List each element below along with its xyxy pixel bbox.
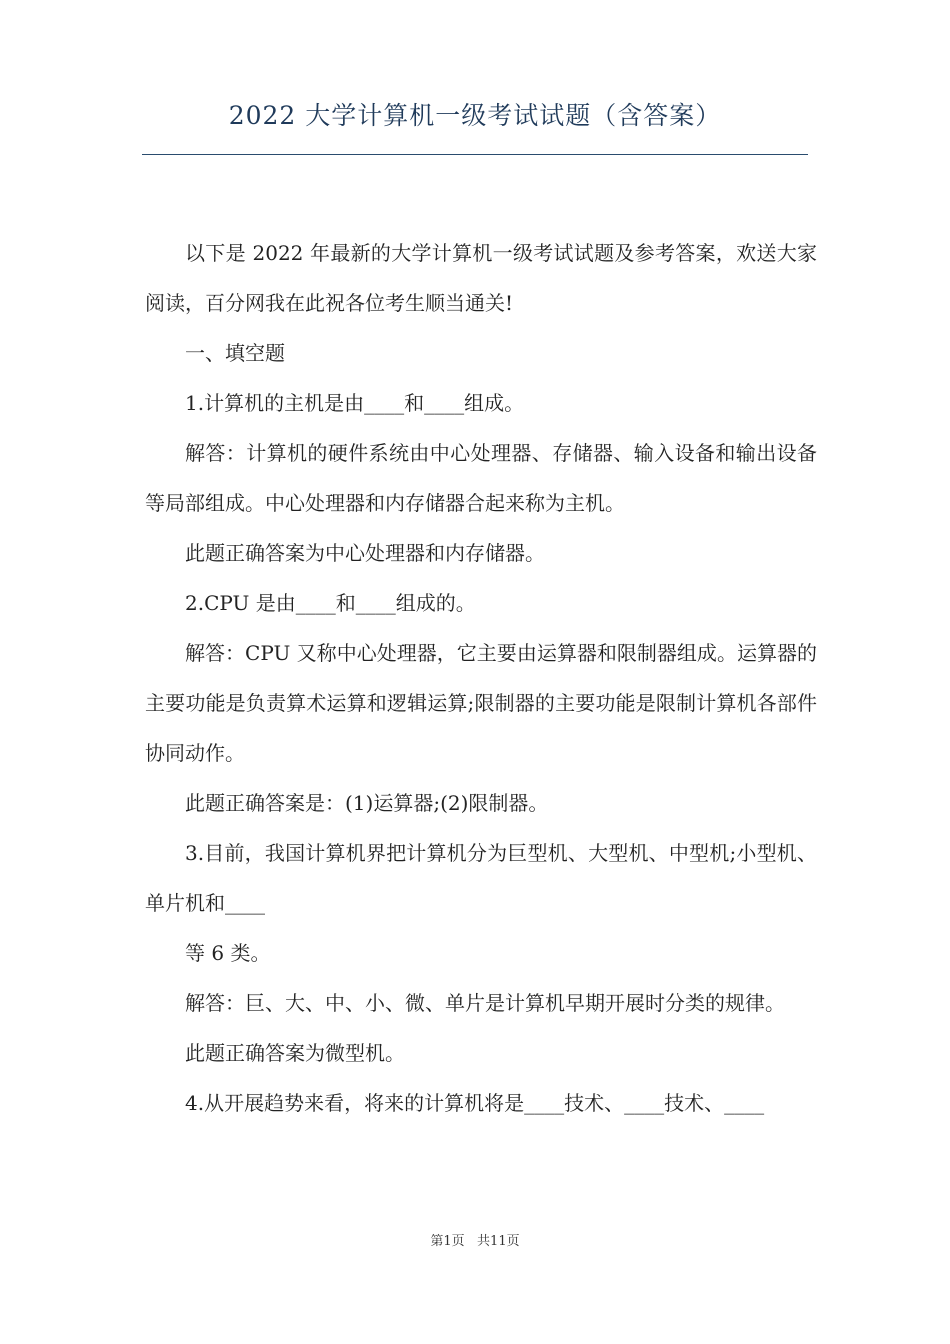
- intro-paragraph: 以下是 2022 年最新的大学计算机一级考试试题及参考答案，欢送大家阅读，百分网我在此祝各位考生顺当通关!: [145, 241, 817, 315]
- page-footer: 第1页 共11页: [430, 1234, 520, 1249]
- answer-1: 此题正确答案为中心处理器和内存储器。: [185, 541, 545, 565]
- document-body: [145, 228, 817, 1128]
- question-3: 3.目前，我国计算机界把计算机分为巨型机、大型机、中型机;小型机、单片机和____: [145, 841, 817, 915]
- answer-3: 此题正确答案为微型机。: [185, 1041, 405, 1065]
- section-heading: 一、填空题: [185, 341, 285, 365]
- page-title: 2022 大学计算机一级考试试题（含答案）: [228, 101, 722, 130]
- answer-explanation-2: 解答：CPU 又称中心处理器，它主要由运算器和限制器组成。运算器的主要功能是负责算术运算和逻辑运算;限制器的主要功能是限制计算机各部件协同动作。: [145, 641, 817, 765]
- question-4: 4.从开展趋势来看，将来的计算机将是____技术、____技术、____: [185, 1091, 765, 1115]
- question-1: 1.计算机的主机是由____和____组成。: [185, 391, 525, 415]
- answer-2: 此题正确答案是：(1)运算器;(2)限制器。: [185, 791, 549, 815]
- answer-explanation-1: 解答：计算机的硬件系统由中心处理器、存储器、输入设备和输出设备等局部组成。中心处理器和内存储器合起来称为主机。: [145, 441, 817, 515]
- title-divider: [142, 154, 808, 155]
- question-2: 2.CPU 是由____和____组成的。: [185, 591, 476, 615]
- answer-explanation-3: 解答：巨、大、中、小、微、单片是计算机早期开展时分类的规律。: [185, 991, 785, 1015]
- question-3-continued: 等 6 类。: [185, 941, 271, 965]
